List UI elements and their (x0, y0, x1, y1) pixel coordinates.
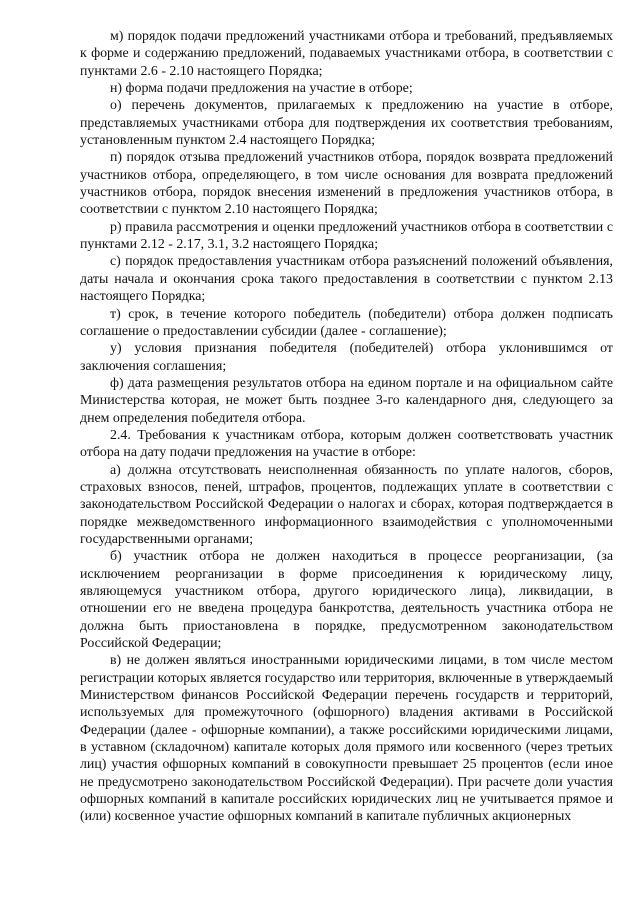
paragraph-t: т) срок, в течение которого победитель (победители) отбора должен подписать соглашение о предоставлении субсидии (далее - соглашение); (80, 306, 613, 339)
paragraph-v: в) не должен являться иностранными юридическими лицами, в том числе местом регистрации которых является государство или территория, включенные в утверждаемый Министерством финансов Российской Федерации перечень государств и территорий, используемых для промежуточного (офшорного) владения активами в Российской Федерации (далее - офшорные компании), а также российскими юридическими лицами, в уставном (складочном) капитале которых доля прямого или косвенного (через третьих лиц) участия офшорных компаний в совокупности превышает 25 процентов (если иное не предусмотрено законодательством Российской Федерации). При расчете доли участия офшорных компаний в капитале российских юридических лиц не учитывается прямое и (или) косвенное участие офшорных компаний в капитале публичных акционерных (80, 653, 613, 825)
section-2-4-heading: 2.4. Требования к участникам отбора, которым должен соответствовать участник отбора на дату подачи предложения на участие в отборе: (80, 427, 613, 461)
paragraph-u: у) условия признания победителя (победителей) отбора уклонившимся от заключения соглашения; (80, 341, 613, 374)
paragraph-s: с) порядок предоставления участникам отбора разъяснений положений объявления, даты начала и окончания срока такого предоставления в соответствии с пунктом 2.13 настоящего Порядка; (80, 254, 613, 305)
paragraph-m: м) порядок подачи предложений участниками отбора и требований, предъявляемых к форме и содержанию предложений, подаваемых участниками отбора, в соответствии с пунктами 2.6 - 2.10 настоящего Порядка; (80, 29, 613, 79)
paragraph-b: б) участник отбора не должен находиться в процессе реорганизации, (за исключением реорганизации в форме присоединения к юридическому лицу, являющемуся участником отбора, другого юридического лица), ликвидации, в отношении его не введена процедура банкротства, деятельность участника отбора не должна быть приостановлена в порядке, предусмотренном законодательством Российской Федерации; (80, 549, 613, 652)
paragraph-f: ф) дата размещения результатов отбора на едином портале и на официальном сайте Министерства которая, не может быть позднее 3-го календарного дня, следующего за днем определения победителя отбора. (80, 375, 613, 426)
paragraph-n: н) форма подачи предложения на участие в отборе; (110, 81, 413, 97)
paragraph-r: р) правила рассмотрения и оценки предложений участников отбора в соответствии с пунктами 2.12 - 2.17, 3.1, 3.2 настоящего Порядка; (80, 219, 613, 253)
paragraph-o: о) перечень документов, прилагаемых к предложению на участие в отборе, представляемых участниками отбора для подтверждения их соответствия требованиям, установленным пунктом 2.4 настоящего Порядка; (80, 98, 613, 149)
paragraph-a: а) должна отсутствовать неисполненная обязанность по уплате налогов, сборов, страховых взносов, пеней, штрафов, процентов, подлежащих уплате в соответствии с законодательством Российской Федерации о налогах и сборах, которая подтверждается в порядке межведомственного информационного взаимодействия с уполномоченными государственными органами; (80, 462, 613, 547)
paragraph-p: п) порядок отзыва предложений участников отбора, порядок возврата предложений участников отбора, определяющего, в том числе основания для возврата предложений участников отбора, порядок внесения изменений в предложения участников отбора, в соответствии с пунктом 2.10 настоящего Порядка; (80, 150, 613, 218)
document-body (80, 28, 613, 826)
